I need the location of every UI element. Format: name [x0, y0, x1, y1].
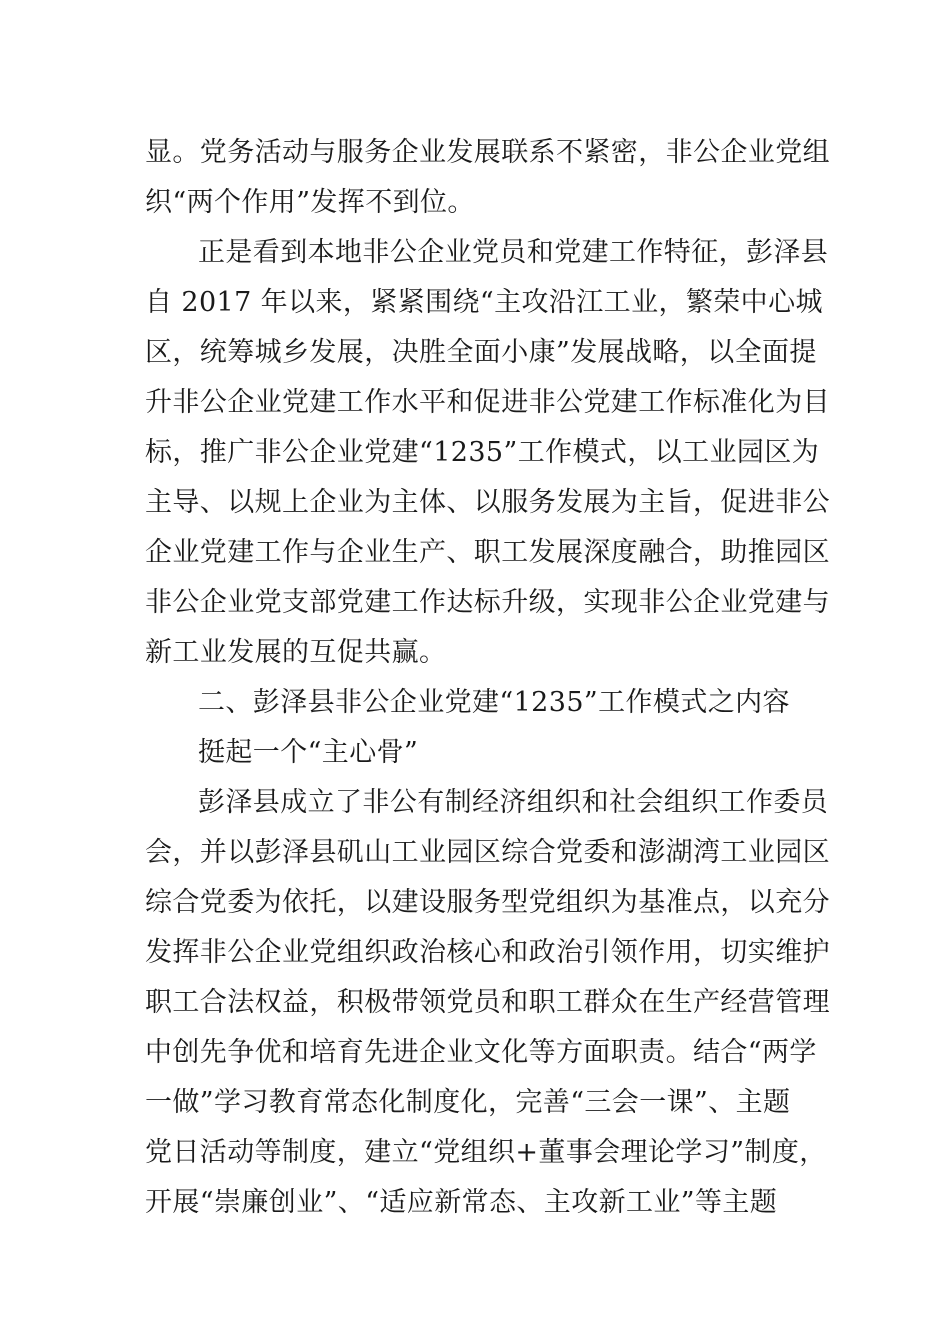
text-line: 显。党务活动与服务企业发展联系不紧密，非公企业党组: [145, 137, 830, 168]
text-line: 开展“崇廉创业”、“适应新常态、主攻新工业”等主题: [145, 1187, 778, 1218]
text-line: 综合党委为依托，以建设服务型党组织为基准点，以充分: [145, 887, 830, 918]
text-line: 织“两个作用”发挥不到位。: [145, 187, 475, 218]
text-line: 主导、以规上企业为主体、以服务发展为主旨，促进非公: [145, 487, 830, 518]
text-line: 区，统筹城乡发展，决胜全面小康”发展战略，以全面提: [145, 337, 817, 368]
subsection-heading: 挺起一个“主心骨”: [198, 737, 419, 768]
text-line: 企业党建工作与企业生产、职工发展深度融合，助推园区: [145, 537, 830, 568]
text-line: 中创先争优和培育先进企业文化等方面职责。结合“两学: [145, 1037, 817, 1068]
text-line: 彭泽县成立了非公有制经济组织和社会组织工作委员: [198, 787, 829, 818]
text-line: 一做”学习教育常态化制度化，完善“三会一课”、主题: [145, 1087, 791, 1118]
text-line: 党日活动等制度，建立“党组织+董事会理论学习”制度，: [145, 1137, 827, 1168]
section-heading: 二、彭泽县非公企业党建“1235”工作模式之内容: [198, 687, 790, 718]
text-line: 标，推广非公企业党建“1235”工作模式，以工业园区为: [145, 437, 820, 468]
text-line: 升非公企业党建工作水平和促进非公党建工作标准化为目: [145, 387, 830, 418]
text-line: 新工业发展的互促共赢。: [145, 637, 447, 668]
text-line: 会，并以彭泽县矶山工业园区综合党委和澎湖湾工业园区: [145, 837, 830, 868]
text-line: 非公企业党支部党建工作达标升级，实现非公企业党建与: [145, 587, 830, 618]
text-line: 正是看到本地非公企业党员和党建工作特征，彭泽县: [198, 237, 829, 268]
text-line: 发挥非公企业党组织政治核心和政治引领作用，切实维护: [145, 937, 830, 968]
text-line: 自 2017 年以来，紧紧围绕“主攻沿江工业，繁荣中心城: [145, 287, 823, 318]
text-line: 职工合法权益，积极带领党员和职工群众在生产经营管理: [145, 987, 830, 1018]
